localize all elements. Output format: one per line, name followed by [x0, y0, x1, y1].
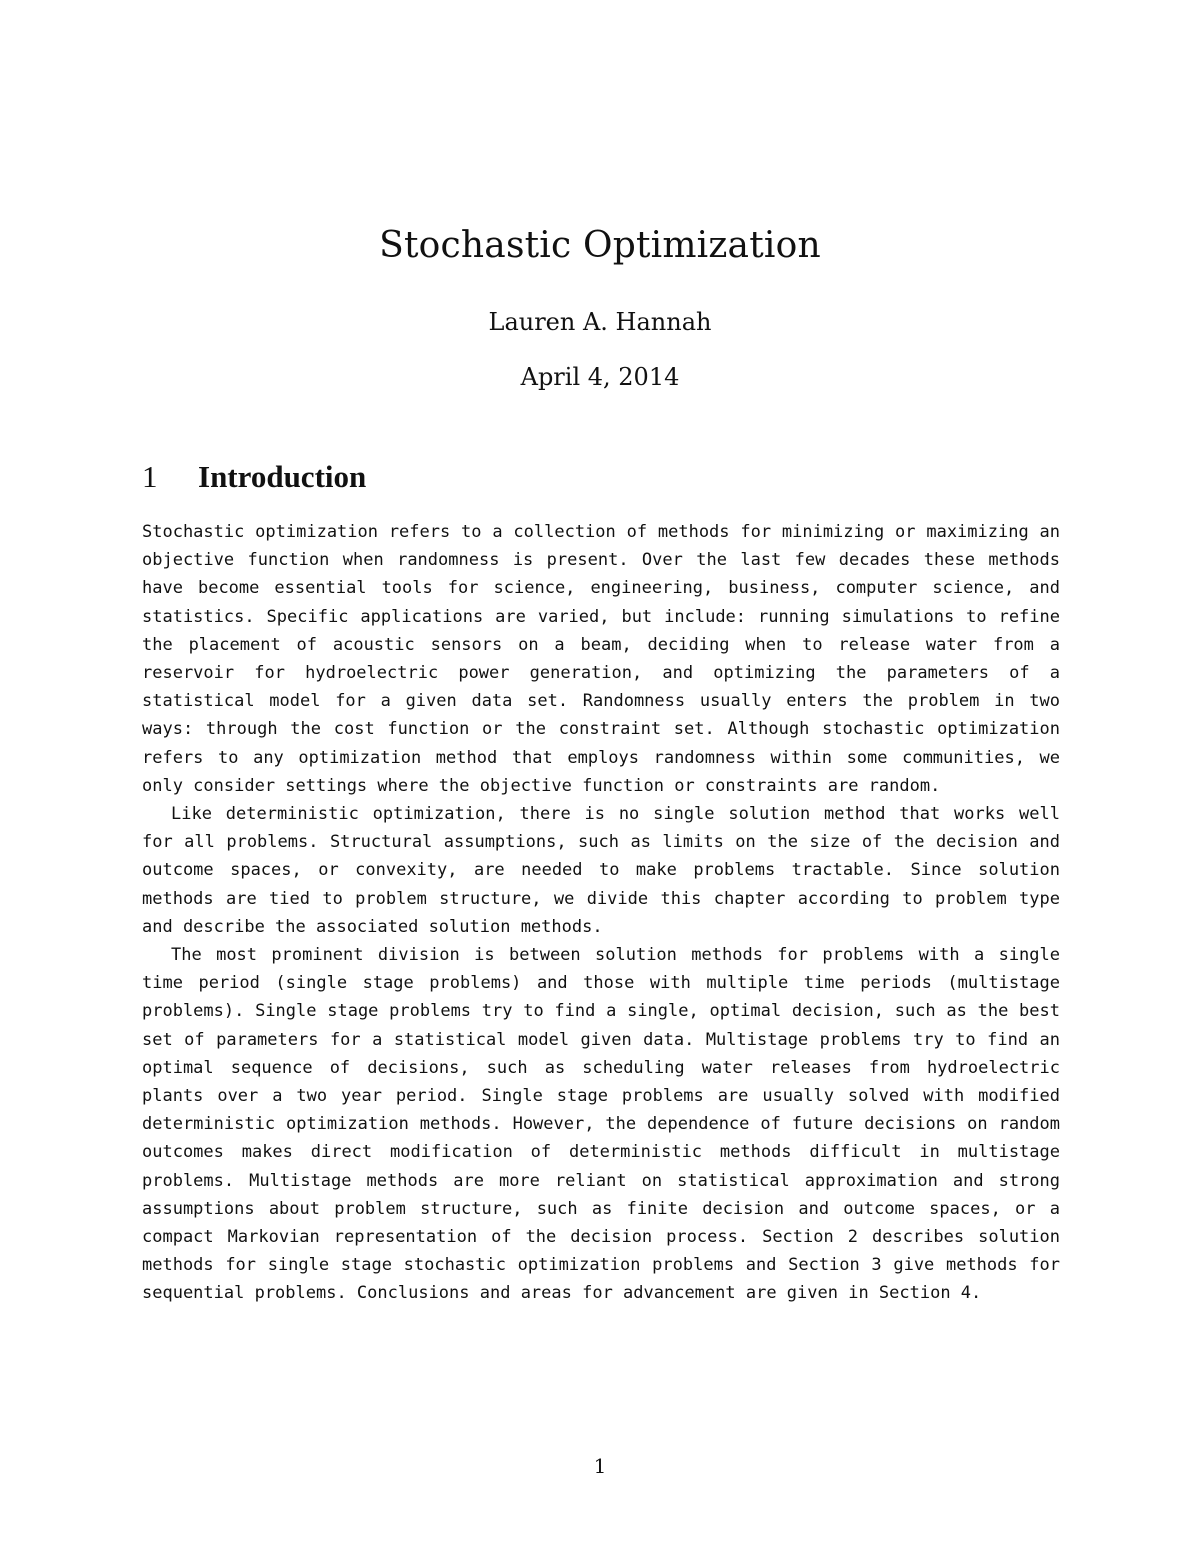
section-body [142, 518, 1060, 1308]
section-title: Introduction [198, 459, 367, 494]
page-number: 1 [593, 1454, 607, 1478]
section-number: 1 [142, 459, 158, 494]
paper-author: Lauren A. Hannah [488, 308, 712, 336]
paragraph-3: The most prominent division is between solution methods for problems with a single time period (single stage problems) and those with multiple time periods (multistage problems). Single stage problems try to find a single, optimal decision, such as the best set of parameters for a statistical model given data. Multistage problems try to find an optimal sequence of decisions, such as scheduling water releases from hydroelectric plants over a two year period. Single stage problems are usually solved with modified deterministic optimization methods. However, the dependence of future decisions on random outcomes makes direct modification of deterministic methods difficult in multistage problems. Multistage methods are more reliant on statistical approximation and strong assumptions about problem structure, such as finite decision and outcome spaces, or a compact Markovian representation of the decision process. Section 2 describes solution methods for single stage stochastic optimization problems and Section 3 give methods for sequential problems. Conclusions and areas for advancement are given in Section 4. [142, 945, 1060, 1304]
section-heading [142, 456, 366, 498]
paragraph-1: Stochastic optimization refers to a collection of methods for minimizing or maximizing an objective function when randomness is present. Over the last few decades these methods have become essential tools for science, engineering, business, computer science, and statistics. Specific applications are varied, but include: running simulations to refine the placement of acoustic sensors on a beam, deciding when to release water from a reservoir for hydroelectric power generation, and optimizing the parameters of a statistical model for a given data set. Randomness usually enters the problem in two ways: through the cost function or the constraint set. Although stochastic optimization refers to any optimization method that employs randomness within some communities, we only consider settings where the objective function or constraints are random. [142, 522, 1060, 796]
paper-title: Stochastic Optimization [379, 225, 821, 266]
paper-date: April 4, 2014 [520, 363, 680, 391]
paragraph-2: Like deterministic optimization, there is no single solution method that works well for all problems. Structural assumptions, such as limits on the size of the decision and outcome spaces, or convexity, are needed to make problems tractable. Since solution methods are tied to problem structure, we divide this chapter according to problem type and describe the associated solution methods. [142, 804, 1060, 937]
